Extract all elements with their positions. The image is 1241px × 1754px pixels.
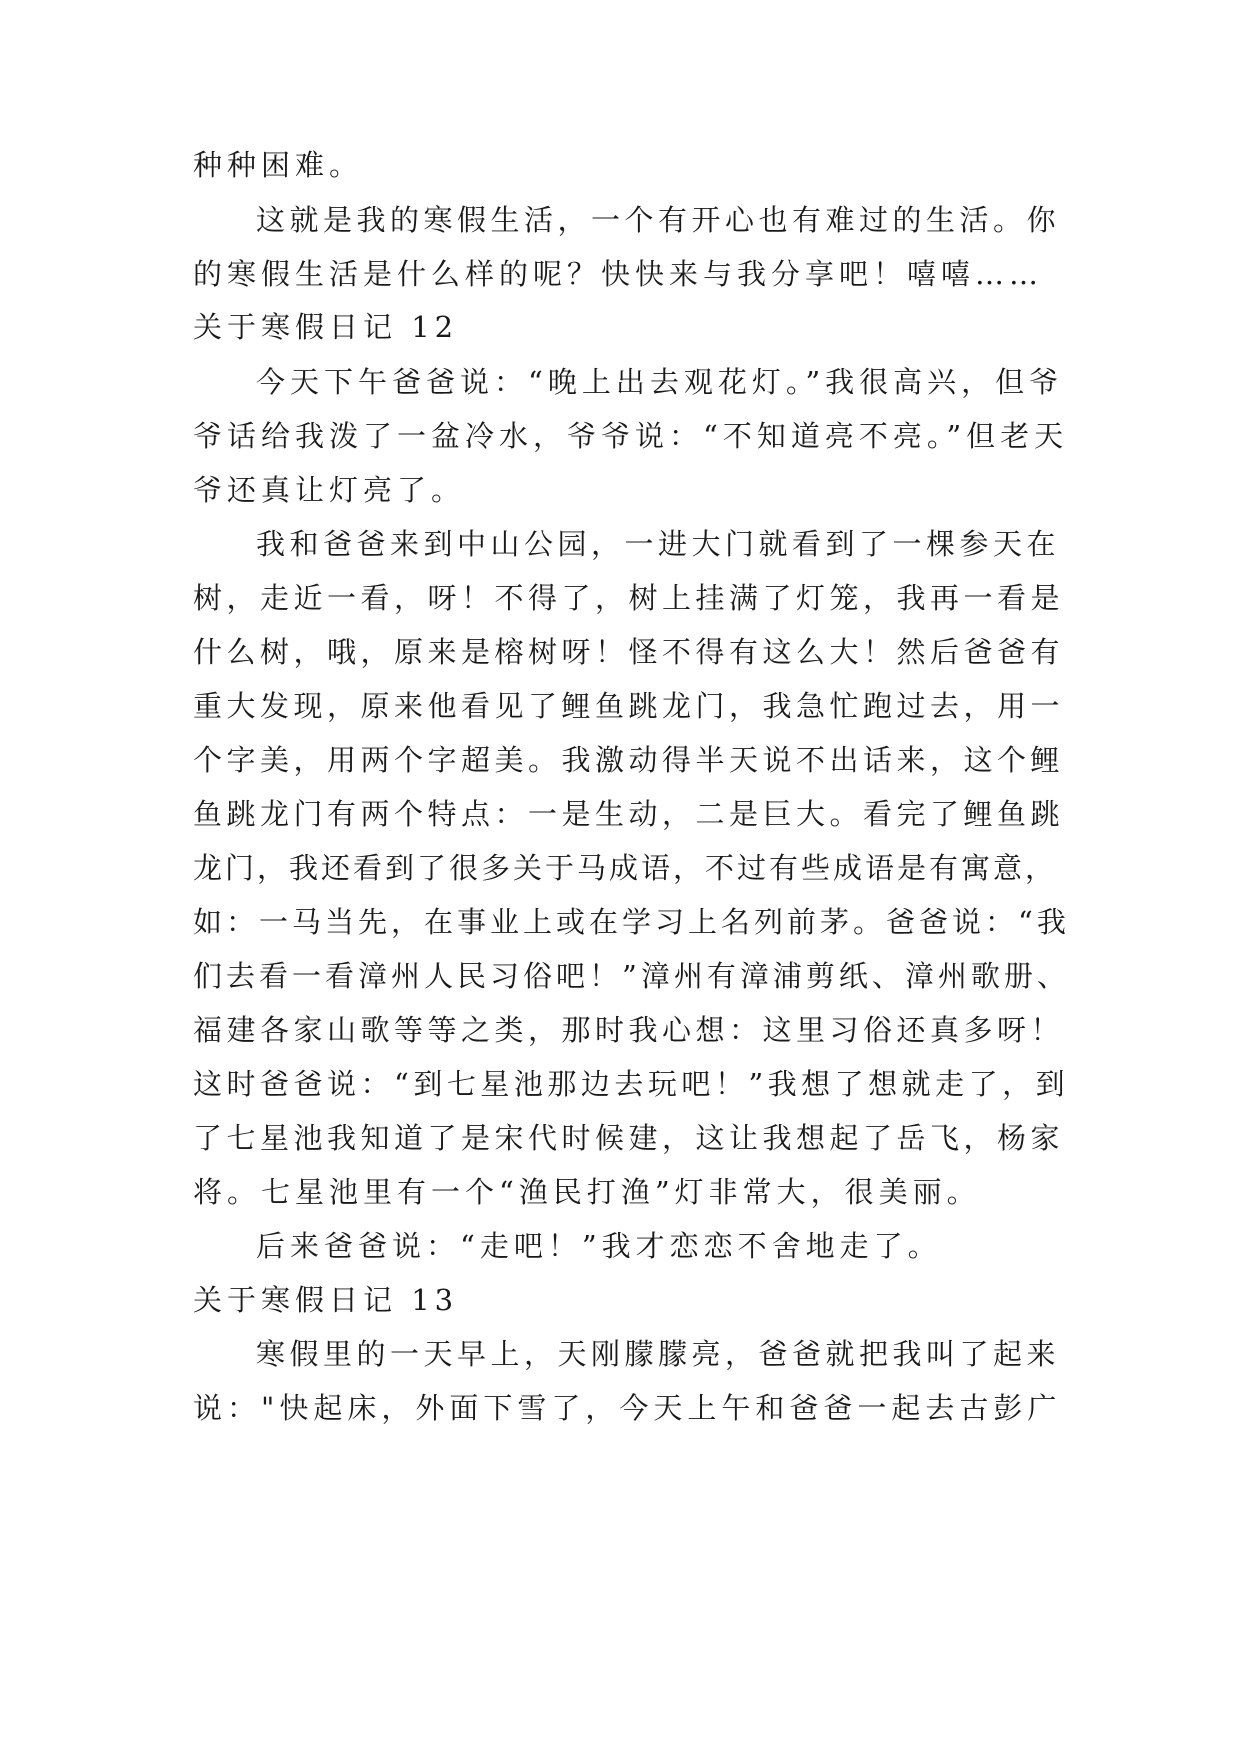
text-line: 的寒假生活是什么样的呢？快快来与我分享吧！嘻嘻……	[193, 257, 1044, 291]
text-line: 树，走近一看，呀！不得了，树上挂满了灯笼，我再一看是	[193, 581, 1065, 615]
text-line: 个字美，用两个字超美。我激动得半天说不出话来，这个鲤	[193, 743, 1065, 777]
paragraph-line: 我和爸爸来到中山公园，一进大门就看到了一棵参天在	[256, 527, 1061, 561]
paragraph-line: 今天下午爸爸说：“晚上出去观花灯。”我很高兴，但爷	[256, 365, 1064, 399]
text-line: 们去看一看漳州人民习俗吧！”漳州有漳浦剪纸、漳州歌册、	[193, 959, 1070, 993]
text-line: 说："快起床，外面下雪了，今天上午和爸爸一起去古彭广	[193, 1391, 1062, 1425]
text-line: 将。七星池里有一个“渔民打渔”灯非常大，很美丽。	[193, 1175, 981, 1209]
paragraph-line: 后来爸爸说：“走吧！”我才恋恋不舍地走了。	[256, 1229, 942, 1263]
section-heading: 关于寒假日记 12	[193, 310, 459, 344]
text-line: 这时爸爸说：“到七星池那边去玩吧！”我想了想就走了，到	[193, 1067, 1070, 1101]
text-line: 福建各家山歌等等之类，那时我心想：这里习俗还真多呀！	[193, 1013, 1065, 1047]
paragraph-line: 这就是我的寒假生活，一个有开心也有难过的生活。你	[256, 203, 1061, 237]
text-line: 如：一马当先，在事业上或在学习上名列前茅。爸爸说：“我	[193, 905, 1070, 939]
text-line: 鱼跳龙门有两个特点：一是生动，二是巨大。看完了鲤鱼跳	[193, 797, 1065, 831]
paragraph-line: 寒假里的一天早上，天刚朦朦亮，爸爸就把我叫了起来	[256, 1337, 1061, 1371]
section-heading: 关于寒假日记 13	[193, 1283, 459, 1317]
text-line: 了七星池我知道了是宋代时候建，这让我想起了岳飞，杨家	[193, 1121, 1065, 1155]
text-line: 爷话给我泼了一盆冷水，爷爷说：“不知道亮不亮。”但老天	[193, 419, 1069, 453]
text-line: 种种困难。	[193, 148, 364, 182]
text-line: 龙门，我还看到了很多关于马成语，不过有些成语是有寓意，	[193, 851, 1058, 885]
text-line: 重大发现，原来他看见了鲤鱼跳龙门，我急忙跑过去，用一	[193, 689, 1065, 723]
text-line: 什么树，哦，原来是榕树呀！怪不得有这么大！然后爸爸有	[193, 635, 1065, 669]
text-line: 爷还真让灯亮了。	[193, 473, 466, 507]
